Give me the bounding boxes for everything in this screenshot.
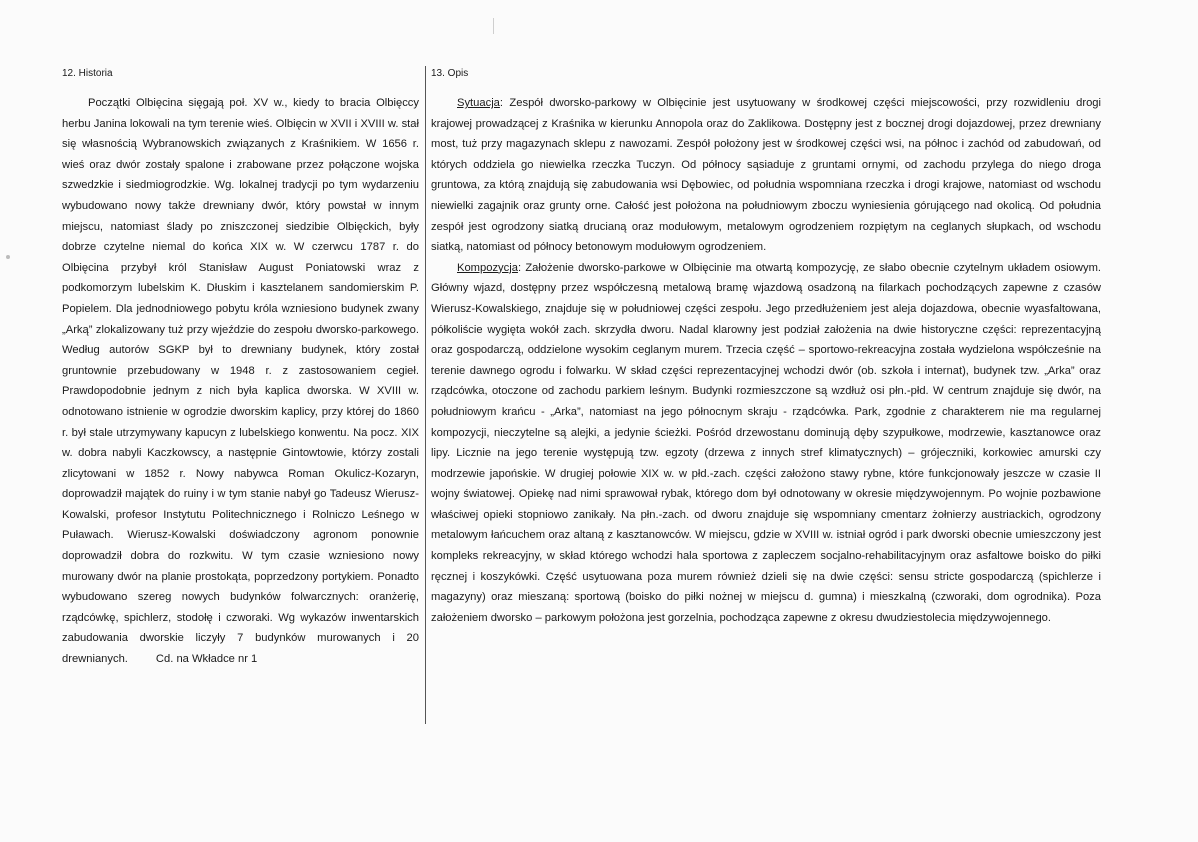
historia-section [62, 93, 419, 670]
historia-text: Początki Olbięcina sięgają poł. XV w., kiedy to bracia Olbięccy herbu Janina lokowali na tym terenie wieś. Olbięcin w XVII i XVIII w. stał się własnością Wybranowskich związanych z Kraśnikiem. W 1656 r. wieś oraz dwór zostały spalone i zrabowane przez połączone wojska szwedzkie i siedmiogrodzkie. Wg. lokalnej tradycji po tym wydarzeniu wybudowano nowy także drewniany dwór, który powstał w innym miejscu, natomiast ślady po zniszczonej siedzibie Olbięckich, były dobrze czytelne niemal do końca XIX w. W czerwcu 1787 r. do Olbięcina przybył król Stanisław August Poniatowski wraz z podkomorzym lubelskim K. Dłuskim i kasztelanem sandomierskim P. Popielem. Dla jednodniowego pobytu króla wzniesiono budynek zwany „Arką” zlokalizowany tuż przy wjeździe do zespołu dworsko-parkowego. Według autorów SGKP był to drewniany budynek, który został gruntownie przebudowany w 1948 r. z zastosowaniem cegieł. Prawdopodobnie jednym z nich była kaplica dworska. W XVIII w. odnotowano istnienie w ogrodzie dworskim kaplicy, przy której do 1860 r. był stale utrzymywany kapucyn z lubelskiego konwentu. Na pocz. XIX w. dobra nabyli Kaczkowscy, a następnie Gintowtowie, którzy zostali zlicytowani w 1852 r. Nowy nabywca Roman Okulicz-Kozaryn, doprowadził majątek do ruiny i w tym stanie nabył go Tadeusz Wierusz-Kowalski, profesor Instytutu Politechnicznego i Rolniczo Leśnego w Puławach. Wierusz-Kowalski doświadczony agronom ponownie doprowadził dobra do rozkwitu. W tym czasie wzniesiono nowy murowany dwór na planie prostokąta, poprzedzony portykiem. Ponadto wybudowano szereg nowych budynków folwarcznych: oranżerię, rządcówkę, spichlerz, stodołę i czworaki. Wg wykazów inwentarskich zabudowania dworskie liczyły 7 budynków murowanych i 20 drewnianych. [62, 97, 419, 666]
historia-heading: 12. Historia [62, 68, 113, 79]
historia-paragraph [62, 93, 419, 670]
scan-mark [493, 18, 494, 34]
kompozycja-label: Kompozycja [457, 261, 518, 274]
column-divider [425, 66, 426, 724]
kompozycja-paragraph [431, 258, 1101, 629]
scan-dot [6, 255, 10, 259]
kompozycja-text: : Założenie dworsko-parkowe w Olbięcinie ma otwartą kompozycję, ze słabo obecnie czytelnym układem osiowym. Główny wjazd, dostępny przez współczesną metalową bramę wjazdową osadzoną na filarkach pochodzących zapewne z czasów Wierusz-Kowalskiego, znajduje się w południowej części zespołu. Jego przedłużeniem jest aleja dojazdowa, obecnie wyasfaltowana, półkoliście wygięta wokół zach. skrzydła dworu. Nadal klarowny jest podział założenia na dwie historyczne części: reprezentacyjną oraz gospodarczą, oddzielone wysokim ceglanym murem. Trzecia część – sportowo-rekreacyjna została wydzielona współcześnie na terenie dawnego ogrodu i folwarku. W skład części reprezentacyjnej wchodzi dwór (ob. szkoła i internat), budynek tzw. „Arka” oraz rządcówka, otoczone od zachodu parkiem leśnym. Budynki rozmieszczone są wzdłuż osi płn.-płd. W centrum znajduje się dwór, na południowym krańcu - „Arka”, natomiast na jego północnym skraju - rządcówka. Park, zgodnie z charakterem nie ma regularnej kompozycji, nieczytelne są alejki, a jedynie ścieżki. Pośród drzewostanu dominują dęby szypułkowe, modrzewie, kasztanowce oraz lipy. Licznie na jego terenie występują tzw. egzoty (drzewa z innych stref klimatycznych) – grójeczniki, korkowiec amurski czy modrzewie japońskie. W drugiej połowie XIX w. w płd.-zach. części założono stawy rybne, które funkcjonowały jeszcze w czasie II wojny światowej. Opiekę nad nimi sprawował rybak, którego dom był odnotowany w okresie międzywojennym. Po wojnie pozbawione właściwej opieki stopniowo zanikały. Na płn.-zach. od dworu znajduje się wspomniany cmentarz żołnierzy austriackich, ogrodzony metalowym łańcuchem oraz altaną z kasztanowców. W miejscu, gdzie w XVIII w. istniał ogród i park dworski obecnie umieszczony jest kompleks rekreacyjny, w skład którego wchodzi hala sportowa z zapleczem socjalno-rehabilitacyjnym oraz asfaltowe boisko do piłki ręcznej i koszykówki. Część usytuowana poza murem również dzieli się na dwie części: sensu stricte gospodarczą (spichlerze i magazyny) oraz mieszaną: sportową (boisko do piłki nożnej w miejscu d. gumna) i mieszkalną (czworaki, dom ogrodnika). Poza założeniem dworsko – parkowym położona jest gorzelnia, pochodząca zapewne z okresu dwudziestolecia międzywojennego. [431, 261, 1101, 624]
historia-continuation: Cd. na Wkładce nr 1 [155, 653, 258, 666]
opis-heading: 13. Opis [431, 68, 469, 79]
sytuacja-label: Sytuacja [457, 97, 500, 109]
sytuacja-text: : Zespół dworsko-parkowy w Olbięcinie jest usytuowany w środkowej części miejscowości, przy rozwidleniu drogi krajowej prowadzącej z Kraśnika w kierunku Annopola oraz do Zaklikowa. Dostępny jest z bocznej drogi dojazdowej, przez drewniany most, tuż przy magazynach sklepu z nawozami. Zespół położony jest w środkowej części wsi, na północ i zachód od zabudowań, od których oddziela go niewielka rzeczka Tuczyn. Od północy sąsiaduje z gruntami ornymi, od zachodu przylega do niego droga gruntowa, za którą znajdują się zabudowania wsi Dębowiec, od południa wspomniana rzeczka i drogi krajowe, natomiast od wschodu niewielki zagajnik oraz grunty orne. Całość jest położona na południowym zboczu wyniesienia górującego nad okolicą. Od południa zespół jest ogrodzony siatką drucianą oraz modułowym, metalowym ogrodzeniem rozpiętym na ceglanych słupkach, od wschodu siatką, natomiast od północy betonowym modułowym ogrodzeniem. [431, 97, 1101, 254]
sytuacja-paragraph [431, 93, 1101, 258]
opis-section [431, 93, 1101, 628]
